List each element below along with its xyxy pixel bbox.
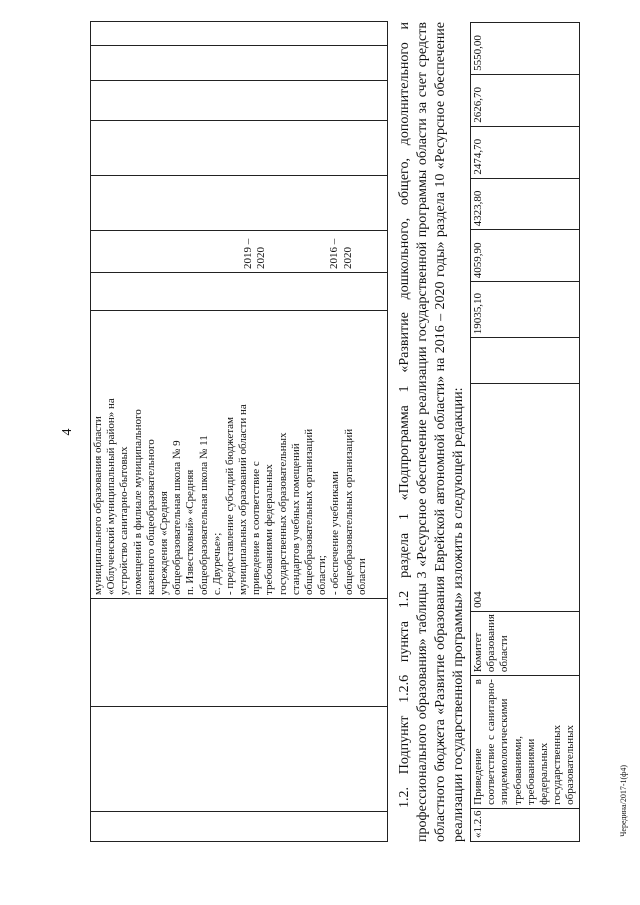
- value-2017: 4323,80: [471, 178, 580, 230]
- cell-empty: [91, 707, 388, 812]
- period-2019-2020: 2019 – 2020: [242, 238, 268, 269]
- value-2016: 4059,90: [471, 230, 580, 282]
- value-2018: 2474,70: [471, 126, 580, 178]
- description-line: требованиями федеральных: [263, 464, 276, 595]
- description-line: п. Известковый» «Средняя: [184, 469, 197, 595]
- page-number: 4: [60, 428, 75, 436]
- description-line: муниципальных образований области на: [237, 404, 250, 595]
- description-line: учреждения «Средняя: [157, 491, 170, 595]
- top-table: [90, 21, 388, 842]
- description-line: области: [355, 558, 368, 595]
- description-line: приведение в соответствие с: [250, 461, 263, 595]
- period-cell: [91, 231, 388, 273]
- description-line: области;: [316, 555, 329, 595]
- row-code: 004: [471, 383, 580, 611]
- amendment-paragraph: [396, 22, 468, 842]
- cell-empty: [91, 599, 388, 707]
- cell-empty: [91, 176, 388, 231]
- row-executor: Комитет образования области: [471, 611, 580, 675]
- cell-empty: [91, 22, 388, 46]
- resource-table: [470, 22, 580, 842]
- description-line: помещений в филиале муниципального: [131, 409, 144, 595]
- value-2019: 2626,70: [471, 74, 580, 126]
- row-number: «1.2.6: [471, 808, 580, 841]
- cell-empty: [471, 338, 580, 384]
- value-2020: 5550,00: [471, 23, 580, 75]
- description-line: государственных образовательных: [276, 432, 289, 595]
- paragraph-text: 1.2. Подпункт 1.2.6 пункта 1.2 раздела 1 «Подпрограмма 1 «Развитие дошкольного, общего, дополнительного и профессионального образования» таблицы 3 «Ресурсное обеспечение реализации государственной программы области за счет средств областного бюджета «Развитие образования Еврейской автономной области» на 2016 – 2020 годы» раздела 10 «Ресурсное обеспечение реализации государственной программы» изложить в следующей редакции:: [397, 22, 466, 842]
- description-line: устройство санитарно-бытовых: [118, 446, 131, 595]
- rotated-page: [60, 22, 580, 842]
- row-name: Приведение в соответствие с санитарно-эпидемиологическими требованиями, требованиями федеральных государственных образовательных: [471, 676, 580, 809]
- cell-empty: [91, 81, 388, 121]
- description-line: муниципального образования области: [92, 416, 104, 595]
- period-2016-2020: 2016 – 2020: [328, 238, 354, 269]
- program-description: [91, 311, 388, 599]
- cell-empty: [91, 812, 388, 842]
- description-line: - предоставление субсидий бюджетам: [223, 417, 236, 595]
- cell-empty: [91, 46, 388, 81]
- description-line: казенного общеобразовательного: [144, 439, 157, 595]
- description-line: общеобразовательная школа № 11: [197, 435, 210, 595]
- value-total: 19035,10: [471, 282, 580, 338]
- cell-empty: [91, 273, 388, 311]
- description-line: общеобразовательных организаций: [303, 428, 315, 595]
- cell-empty: [91, 121, 388, 176]
- description-line: с. Двуречье»;: [210, 532, 223, 595]
- description-line: «Облученский муниципальный район» на: [105, 398, 118, 595]
- footer-tag: Чередина/2017-1(ф4): [619, 765, 628, 837]
- description-line: общеобразовательных организаций: [342, 428, 355, 595]
- description-line: общеобразовательная школа № 9: [171, 440, 184, 595]
- description-line: стандартов учебных помещений: [289, 443, 302, 595]
- description-line: - обеспечение учебниками: [329, 471, 342, 595]
